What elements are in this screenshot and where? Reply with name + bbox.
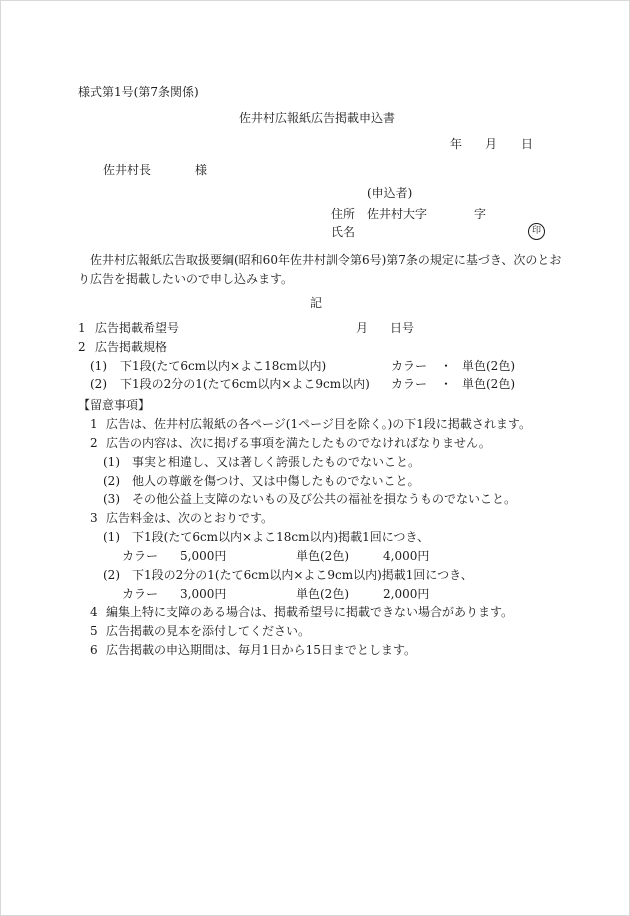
addressee-honorific: 様 bbox=[195, 163, 208, 177]
note-number: 1 bbox=[90, 417, 98, 431]
note-sub-text: 他人の尊厳を傷つけ、又は中傷したものでないこと。 bbox=[132, 474, 420, 488]
fee-mono-price: 2,000円 bbox=[383, 587, 430, 601]
item1-month: 月 bbox=[356, 321, 369, 335]
note-number: 3 bbox=[90, 511, 98, 525]
form-label: 様式第1号(第7条関係) bbox=[78, 85, 199, 99]
name-label: 氏名 bbox=[331, 225, 356, 239]
date-day: 日 bbox=[521, 137, 534, 151]
document-title: 佐井村広報紙広告掲載申込書 bbox=[239, 111, 396, 125]
notes-heading: 【留意事項】 bbox=[78, 398, 151, 412]
spec-option-dot: ・ bbox=[440, 377, 453, 391]
intro-line-1: 佐井村広報紙広告取扱要綱(昭和60年佐井村訓令第6号)第7条の規定に基づき、次のとお bbox=[90, 253, 562, 267]
note-text: 広告の内容は、次に掲げる事項を満たしたものでなければなりません。 bbox=[106, 436, 491, 450]
item2-number: 2 bbox=[78, 340, 86, 354]
note-text: 広告料金は、次のとおりです。 bbox=[106, 511, 274, 525]
spec-option-mono: 単色(2色) bbox=[462, 377, 515, 391]
address-aza: 字 bbox=[474, 207, 487, 221]
fee-color-label: カラー bbox=[122, 587, 159, 601]
note-text: 広告は、佐井村広報紙の各ページ(1ページ目を除く。)の下1段に掲載されます。 bbox=[106, 417, 531, 431]
note-number: 4 bbox=[90, 605, 98, 619]
fee-color-price: 5,000円 bbox=[180, 549, 227, 563]
note-sub-number: (3) bbox=[103, 492, 120, 506]
fee-number: (2) bbox=[103, 568, 120, 582]
fee-text: 下1段(たて6cm以内×よこ18cm以内)掲載1回につき、 bbox=[132, 530, 430, 544]
applicant-heading: (申込者) bbox=[367, 186, 413, 200]
addressee-name: 佐井村長 bbox=[103, 163, 152, 177]
note-sub-text: その他公益上支障のないもの及び公共の福祉を損なうものでないこと。 bbox=[132, 492, 517, 506]
item1-label: 広告掲載希望号 bbox=[95, 321, 180, 335]
spec-option-mono: 単色(2色) bbox=[462, 359, 515, 373]
note-sub-number: (2) bbox=[103, 474, 120, 488]
spec-option-number: (1) bbox=[90, 359, 107, 373]
note-number: 5 bbox=[90, 624, 98, 638]
date-year: 年 bbox=[450, 137, 463, 151]
fee-color-price: 3,000円 bbox=[180, 587, 227, 601]
fee-mono-price: 4,000円 bbox=[383, 549, 430, 563]
fee-number: (1) bbox=[103, 530, 120, 544]
spec-option-dot: ・ bbox=[440, 359, 453, 373]
spec-option-text: 下1段(たて6cm以内×よこ18cm以内) bbox=[120, 359, 327, 373]
ki-heading: 記 bbox=[310, 296, 323, 310]
note-sub-number: (1) bbox=[103, 455, 120, 469]
note-number: 6 bbox=[90, 643, 98, 657]
note-text: 広告掲載の申込期間は、毎月1日から15日までとします。 bbox=[106, 643, 416, 657]
fee-text: 下1段の2分の1(たて6cm以内×よこ9cm以内)掲載1回につき、 bbox=[132, 568, 473, 582]
item1-issue: 日号 bbox=[390, 321, 415, 335]
date-month: 月 bbox=[485, 137, 498, 151]
seal-mark: 印 bbox=[528, 223, 545, 240]
note-text: 広告掲載の見本を添付してください。 bbox=[106, 624, 311, 638]
intro-line-2: り広告を掲載したいので申し込みます。 bbox=[78, 272, 294, 286]
note-sub-text: 事実と相違し、又は著しく誇張したものでないこと。 bbox=[132, 455, 421, 469]
item2-label: 広告掲載規格 bbox=[95, 340, 168, 354]
item1-number: 1 bbox=[78, 321, 86, 335]
fee-color-label: カラー bbox=[122, 549, 159, 563]
note-text: 編集上特に支障のある場合は、掲載希望号に掲載できない場合があります。 bbox=[106, 605, 514, 619]
address-label: 住所 bbox=[331, 207, 356, 221]
spec-option-text: 下1段の2分の1(たて6cm以内×よこ9cm以内) bbox=[120, 377, 370, 391]
spec-option-number: (2) bbox=[90, 377, 107, 391]
spec-option-color: カラー bbox=[391, 377, 428, 391]
address-value: 佐井村大字 bbox=[367, 207, 428, 221]
fee-mono-label: 単色(2色) bbox=[296, 587, 349, 601]
fee-mono-label: 単色(2色) bbox=[296, 549, 349, 563]
spec-option-color: カラー bbox=[391, 359, 428, 373]
note-number: 2 bbox=[90, 436, 98, 450]
